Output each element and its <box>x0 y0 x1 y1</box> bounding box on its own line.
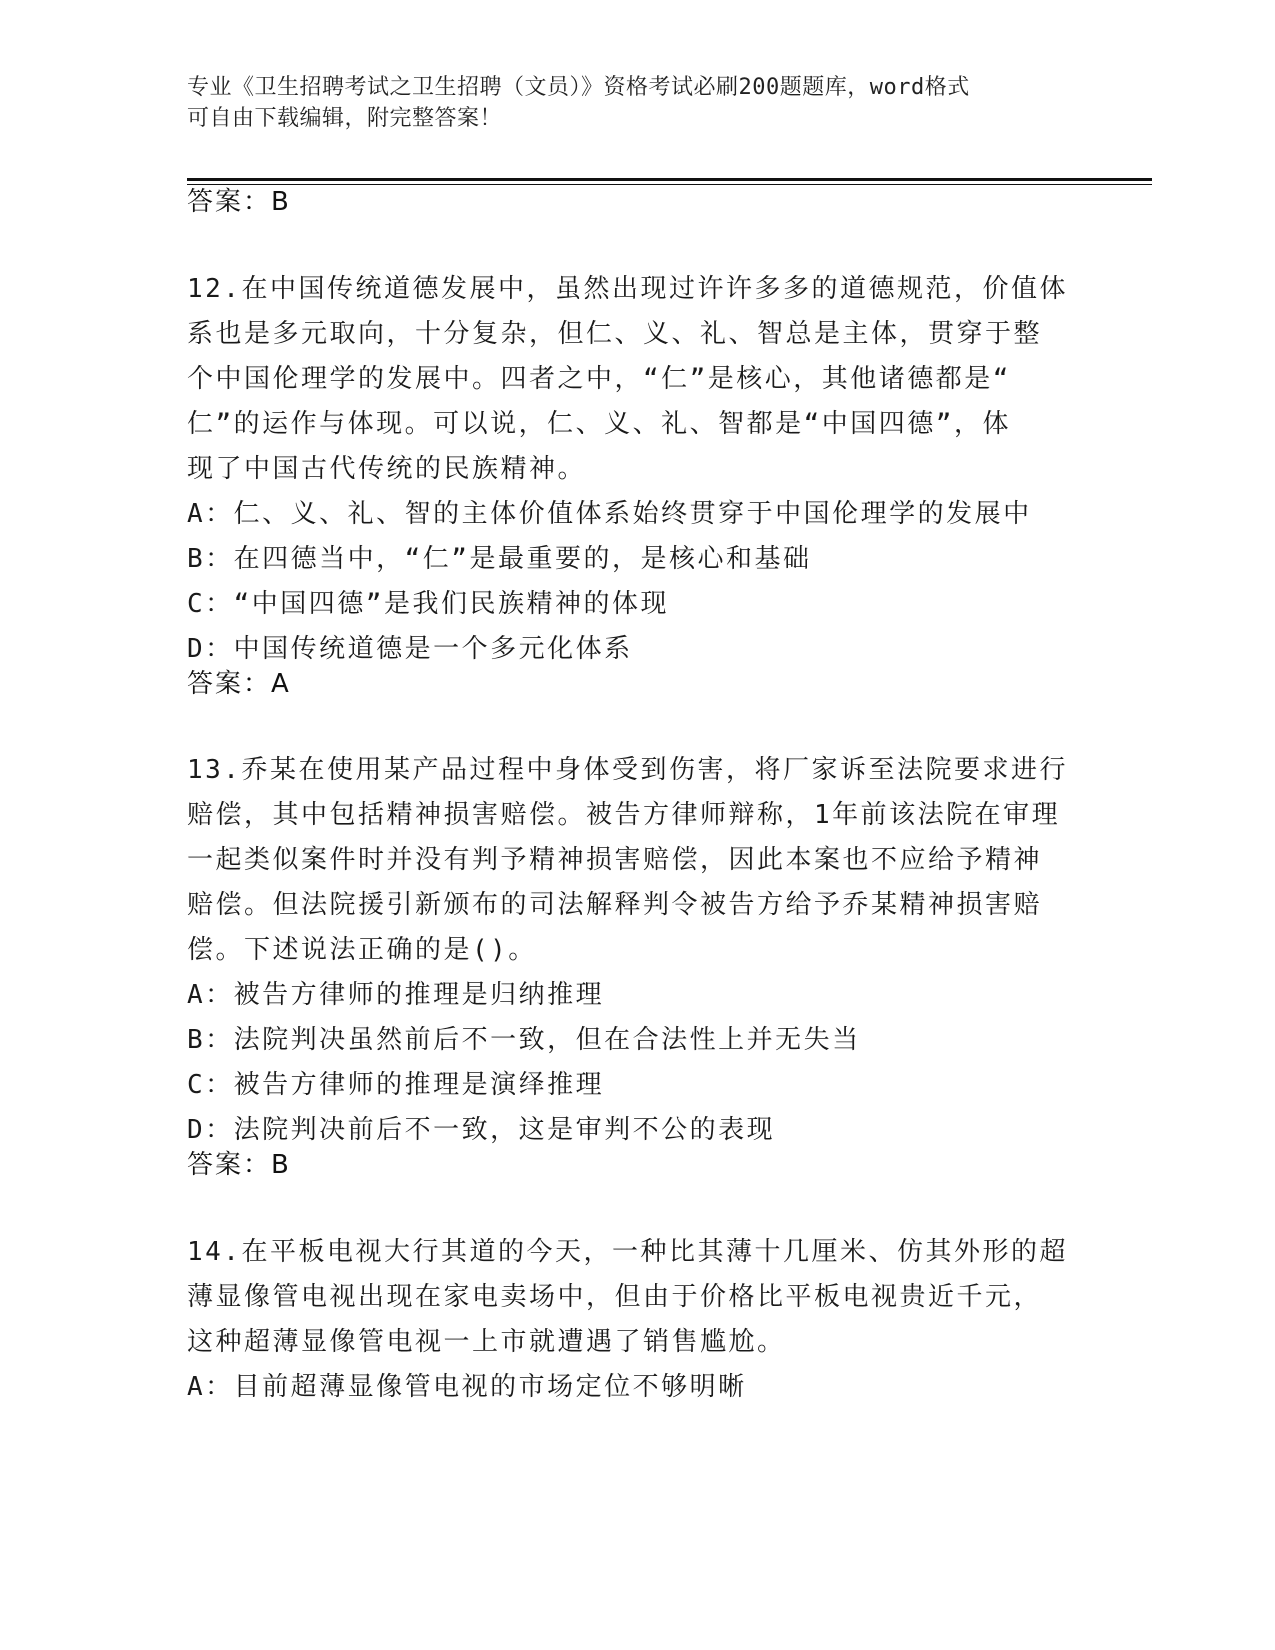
question-stem-line: 赔偿，其中包括精神损害赔偿。被告方律师辩称，1年前该法院在审理 <box>187 800 1061 830</box>
option-a: A：仁、义、礼、智的主体价值体系始终贯穿于中国伦理学的发展中 <box>187 499 1032 529</box>
answer-question-12: 答案：A <box>187 669 291 699</box>
question-stem-line: 12.在中国传统道德发展中，虽然出现过许许多多的道德规范，价值体 <box>187 274 1068 304</box>
question-stem-line: 13.乔某在使用某产品过程中身体受到伤害，将厂家诉至法院要求进行 <box>187 755 1068 785</box>
answer-previous-question: 答案：B <box>187 187 291 217</box>
option-a: A：目前超薄显像管电视的市场定位不够明晰 <box>187 1372 747 1402</box>
question-stem-line: 现了中国古代传统的民族精神。 <box>187 454 587 484</box>
header-line-1: 专业《卫生招聘考试之卫生招聘（文员）》资格考试必刷200题题库，word格式 <box>187 75 970 100</box>
question-stem-line: 一起类似案件时并没有判予精神损害赔偿，因此本案也不应给予精神 <box>187 845 1043 875</box>
option-c: C：被告方律师的推理是演绎推理 <box>187 1070 605 1100</box>
question-stem-line: 仁”的运作与体现。可以说，仁、义、礼、智都是“中国四德”，体 <box>187 409 1011 439</box>
option-b: B：法院判决虽然前后不一致，但在合法性上并无失当 <box>187 1025 861 1055</box>
answer-question-13: 答案：B <box>187 1150 291 1180</box>
option-d: D：法院判决前后不一致，这是审判不公的表现 <box>187 1115 776 1145</box>
question-stem-line: 系也是多元取向，十分复杂，但仁、义、礼、智总是主体，贯穿于整 <box>187 319 1043 349</box>
option-c: C：“中国四德”是我们民族精神的体现 <box>187 589 669 619</box>
option-b: B：在四德当中，“仁”是最重要的，是核心和基础 <box>187 544 812 574</box>
header-divider-thick <box>187 178 1152 181</box>
question-12 <box>187 267 1087 672</box>
question-14 <box>187 1230 1087 1410</box>
question-stem-line: 14.在平板电视大行其道的今天，一种比其薄十几厘米、仿其外形的超 <box>187 1237 1068 1267</box>
header-divider-thin <box>187 184 1152 185</box>
header-line-2: 可自由下载编辑，附完整答案！ <box>187 106 503 131</box>
question-13 <box>187 748 1087 1153</box>
option-a: A：被告方律师的推理是归纳推理 <box>187 980 605 1010</box>
page-header <box>187 72 1087 134</box>
question-stem-line: 偿。下述说法正确的是()。 <box>187 935 537 965</box>
question-stem-line: 个中国伦理学的发展中。四者之中，“仁”是核心，其他诸德都是“ <box>187 364 1011 394</box>
question-stem-line: 薄显像管电视出现在家电卖场中，但由于价格比平板电视贵近千元， <box>187 1282 1043 1312</box>
question-stem-line: 这种超薄显像管电视一上市就遭遇了销售尴尬。 <box>187 1327 786 1357</box>
question-stem-line: 赔偿。但法院援引新颁布的司法解释判令被告方给予乔某精神损害赔 <box>187 890 1043 920</box>
option-d: D：中国传统道德是一个多元化体系 <box>187 634 633 664</box>
